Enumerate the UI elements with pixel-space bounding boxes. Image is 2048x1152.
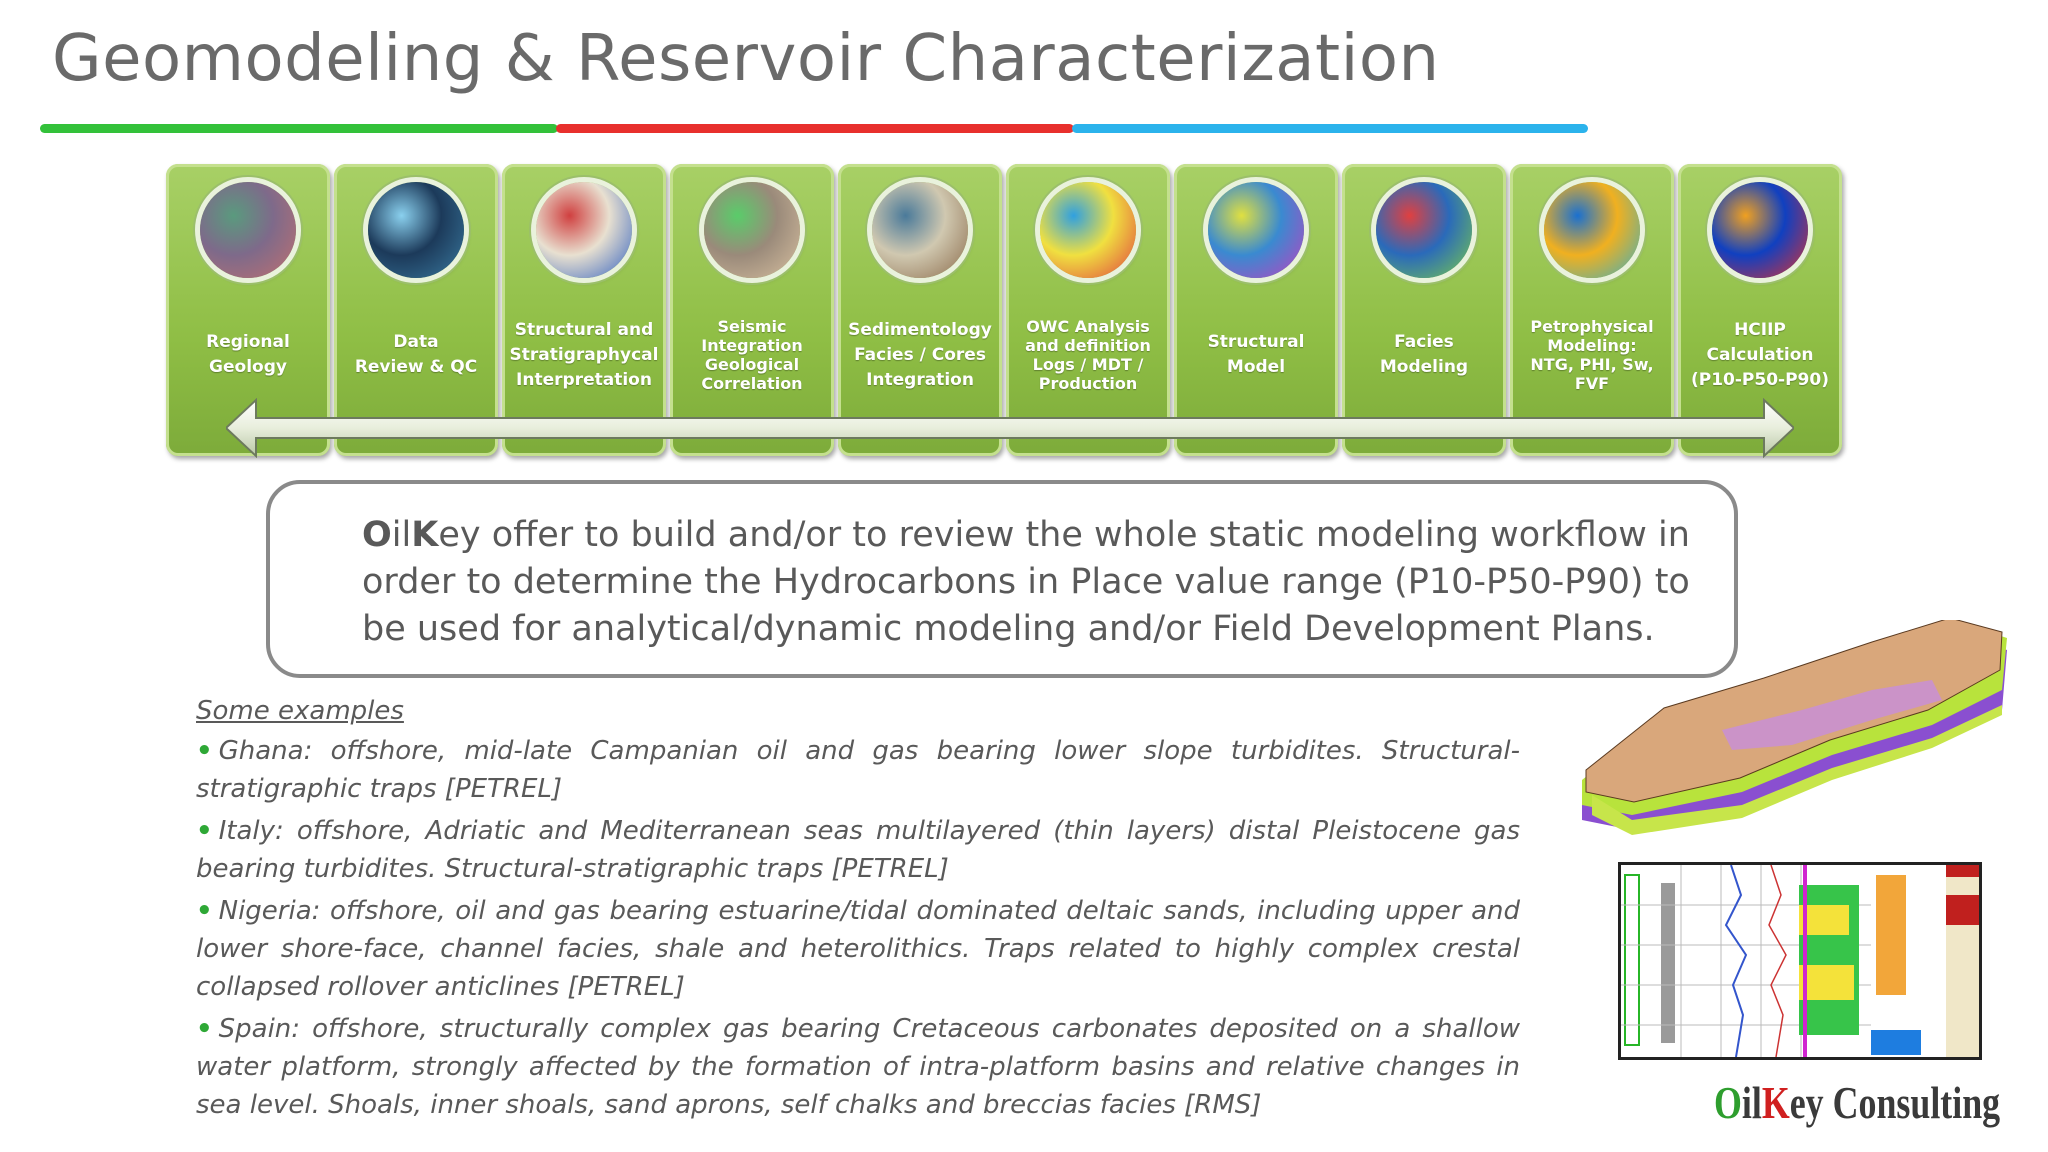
workflow-step-label: HCIIP Calculation (P10-P50-P90) — [1690, 319, 1829, 390]
title-underline-green — [40, 124, 558, 133]
owc-icon — [1040, 182, 1136, 278]
structural-model-icon — [1208, 182, 1304, 278]
facies-icon — [1376, 182, 1472, 278]
workflow-step-label: Structural Model — [1207, 332, 1305, 377]
example-item: • Italy: offshore, Adriatic and Mediterranean seas multilayered (thin layers) distal Pleistocene gas bearing turbidites. Structural-stratigraphic traps [PETREL] — [196, 816, 1520, 884]
brand-o: O — [362, 515, 392, 555]
sedimentology-icon — [872, 182, 968, 278]
offer-body: ey offer to build and/or to review the whole static modeling workflow in order to determine the Hydrocarbons in Place value range (P10-P50-P90) to be used for analytical/dynamic modeling and/or Field Development Plans. — [362, 515, 1690, 649]
workflow-strip — [166, 164, 1850, 458]
examples-section — [196, 692, 1520, 1128]
seismic-icon — [704, 182, 800, 278]
hciip-icon — [1712, 182, 1808, 278]
page-title: Geomodeling & Reservoir Characterization — [52, 22, 1440, 96]
bullet-icon: • — [196, 736, 213, 766]
double-arrow-icon — [226, 398, 1794, 458]
interpretation-icon — [536, 182, 632, 278]
oilkey-logo: OilKey Consulting — [1714, 1077, 2001, 1128]
example-item: • Spain: offshore, structurally complex gas bearing Cretaceous carbonates deposited on a shallow water platform, strongly affected by the formation of intra-platform basins and relative changes in sea level. Shoals, inner shoals, sand aprons, self chalks and breccias facies [RMS] — [196, 1014, 1520, 1120]
title-underline-red — [556, 124, 1074, 133]
workflow-step-label: Petrophysical Modeling: NTG, PHI, Sw, FVF — [1530, 317, 1654, 393]
title-underline-blue — [1072, 124, 1588, 133]
bullet-icon: • — [196, 1014, 213, 1044]
example-item: • Nigeria: offshore, oil and gas bearing estuarine/tidal dominated deltaic sands, including upper and lower shore-face, channel facies, shale and heterolithics. Traps related to highly complex crestal collapsed rollover anticlines [PETREL] — [196, 896, 1520, 1002]
offer-text — [362, 512, 1692, 653]
regional-geology-icon — [200, 182, 296, 278]
bullet-icon: • — [196, 816, 213, 846]
examples-heading: Some examples — [196, 696, 404, 726]
brand-k: K — [411, 515, 439, 555]
bullet-icon: • — [196, 896, 213, 926]
workflow-step-label: Sedimentology Facies / Cores Integration — [848, 319, 992, 390]
workflow-step-label: OWC Analysis and definition Logs / MDT / Production — [1025, 317, 1151, 393]
3d-reservoir-model-image — [1572, 620, 2012, 850]
workflow-step-label: Facies Modeling — [1379, 332, 1469, 377]
workflow-step-label: Structural and Stratigraphycal Interpretation — [509, 319, 659, 390]
offer-callout — [266, 480, 1738, 678]
example-item: • Ghana: offshore, mid-late Campanian oil and gas bearing lower slope turbidites. Structural-stratigraphic traps [PETREL] — [196, 736, 1520, 804]
data-review-icon — [368, 182, 464, 278]
brand-il: il — [391, 515, 412, 555]
workflow-step-label: Regional Geology — [206, 332, 290, 377]
well-log-panel-image — [1618, 862, 1982, 1060]
petrophysical-icon — [1544, 182, 1640, 278]
workflow-step-label: Seismic Integration Geological Correlation — [701, 317, 803, 393]
workflow-step-label: Data Review & QC — [354, 332, 478, 377]
